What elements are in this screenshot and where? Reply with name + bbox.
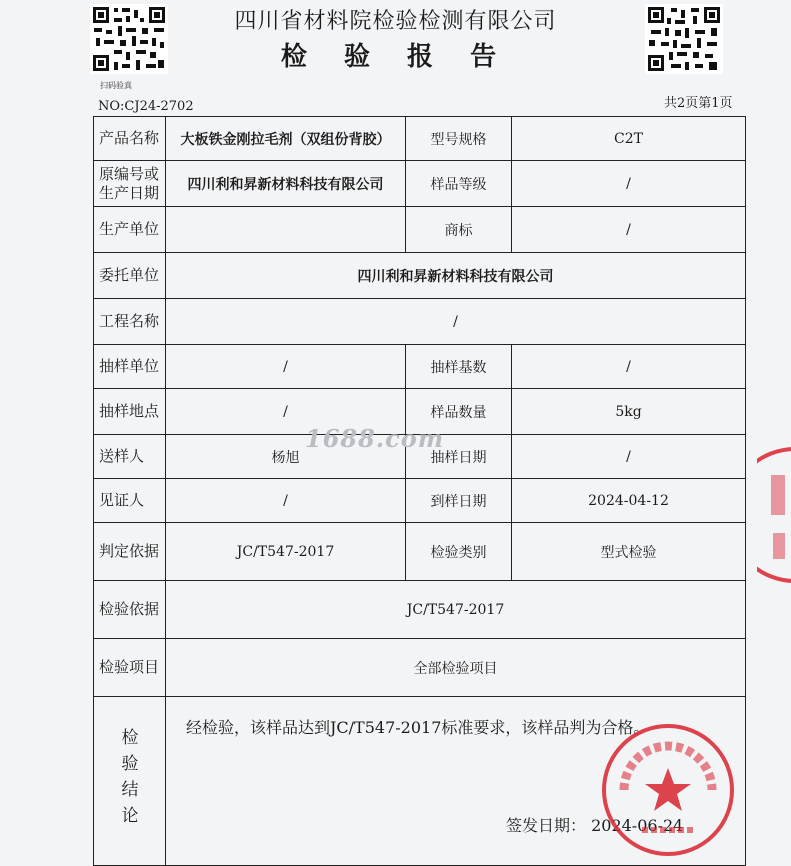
sender-value: 杨旭 <box>166 435 406 479</box>
official-seal-icon <box>598 720 738 860</box>
table-row <box>94 117 746 161</box>
grade-value: / <box>512 161 746 207</box>
project-value: / <box>166 299 746 345</box>
basis-value: JC/T547-2017 <box>166 581 746 639</box>
sample-qty-label: 样品数量 <box>406 389 512 435</box>
sampling-date-value: / <box>512 435 746 479</box>
witness-value: / <box>166 479 406 523</box>
items-label: 检验项目 <box>94 639 166 697</box>
inspection-type-label: 检验类别 <box>406 523 512 581</box>
report-title: 检 验 报 告 <box>280 42 511 72</box>
sampling-unit-value: / <box>166 345 406 389</box>
qr-caption: 扫码验真 <box>100 81 132 90</box>
witness-label: 见证人 <box>94 479 166 523</box>
sampling-base-value: / <box>512 345 746 389</box>
model-value: C2T <box>512 117 746 161</box>
arrival-date-label: 到样日期 <box>406 479 512 523</box>
project-label: 工程名称 <box>94 299 166 345</box>
product-name-label: 产品名称 <box>94 117 166 161</box>
trademark-value: / <box>512 207 746 253</box>
conclusion-text: 经检验，该样品达到JC/T547-2017标准要求，该样品判为合格。 <box>186 718 650 737</box>
producer-value <box>166 207 406 253</box>
watermark: 1688.com <box>305 424 445 453</box>
model-label: 型号规格 <box>406 117 512 161</box>
sampling-unit-label: 抽样单位 <box>94 345 166 389</box>
client-label: 委托单位 <box>94 253 166 299</box>
table-row <box>94 479 746 523</box>
sampling-site-value: / <box>166 389 406 435</box>
grade-label: 样品等级 <box>406 161 512 207</box>
sampling-site-label: 抽样地点 <box>94 389 166 435</box>
judgement-value: JC/T547-2017 <box>166 523 406 581</box>
items-value: 全部检验项目 <box>166 639 746 697</box>
table-row <box>94 207 746 253</box>
table-row <box>94 523 746 581</box>
org-title: 四川省材料院检验检测有限公司 <box>234 9 557 34</box>
table-row <box>94 345 746 389</box>
sampling-base-label: 抽样基数 <box>406 345 512 389</box>
table-row <box>94 581 746 639</box>
orig-no-label: 原编号或生产日期 <box>94 161 166 207</box>
sender-label: 送样人 <box>94 435 166 479</box>
product-name-value: 大板铁金刚拉毛剂（双组份背胶） <box>166 117 406 161</box>
conclusion-label-cell <box>94 697 166 866</box>
table-row <box>94 299 746 345</box>
issue-date: 签发日期： 2024-06-24 <box>506 816 684 835</box>
producer-label: 生产单位 <box>94 207 166 253</box>
client-value: 四川利和昇新材料科技有限公司 <box>166 253 746 299</box>
sample-qty-value: 5kg <box>512 389 746 435</box>
table-row <box>94 161 746 207</box>
inspection-type-value: 型式检验 <box>512 523 746 581</box>
trademark-label: 商标 <box>406 207 512 253</box>
table-row <box>94 639 746 697</box>
judgement-label: 判定依据 <box>94 523 166 581</box>
arrival-date-value: 2024-04-12 <box>512 479 746 523</box>
table-row <box>94 253 746 299</box>
orig-no-value: 四川利和昇新材料科技有限公司 <box>166 161 406 207</box>
sampling-date-label: 抽样日期 <box>406 435 512 479</box>
basis-label: 检验依据 <box>94 581 166 639</box>
report-number: NO:CJ24-2702 <box>98 99 194 114</box>
page-info: 共2页第1页 <box>664 96 733 111</box>
conclusion-label: 检验结论 <box>121 728 139 826</box>
partial-seal-icon <box>757 445 791 585</box>
